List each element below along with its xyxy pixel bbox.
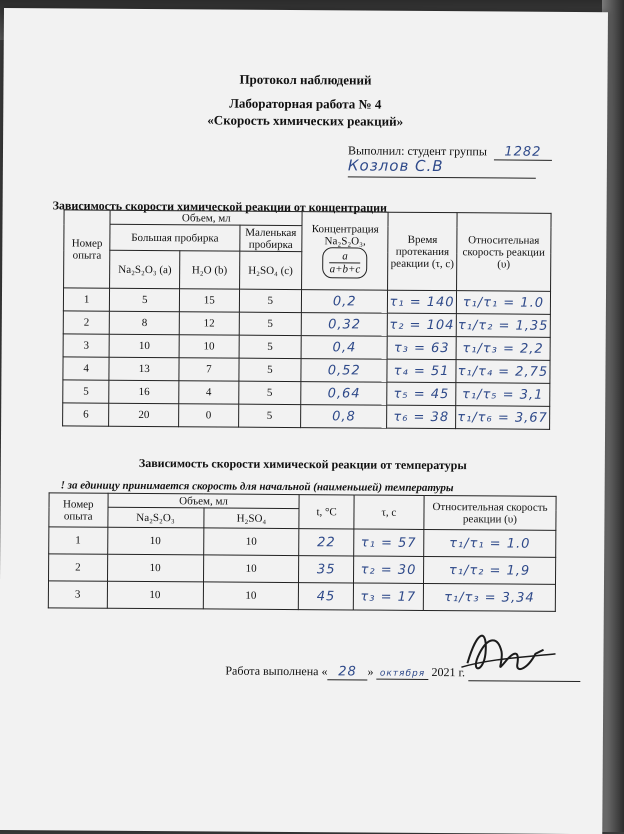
cell-rel: τ₁/τ₂ = 1,35 [456, 314, 550, 338]
cell-na: 5 [110, 288, 180, 311]
cell-time: τ₁ = 140 [388, 290, 457, 313]
col-conc-header [302, 212, 389, 291]
temperature-table [48, 492, 557, 612]
signature-icon [457, 623, 557, 684]
paper-sheet [0, 8, 608, 834]
cell-h2o: 4 [179, 381, 239, 404]
cell-na: 10 [107, 554, 203, 582]
cell-conc: 0,52 [301, 359, 387, 383]
cell-na: 13 [109, 357, 179, 380]
cell-h2o: 7 [179, 358, 239, 381]
row-number: 6 [63, 403, 110, 426]
conc-formula [323, 247, 368, 278]
lab-number: Лабораторная работа № 4 [229, 95, 382, 112]
table2-note: ! за единицу принимается скорость для начальной (наименьшей) температуры [60, 479, 454, 495]
row-number: 5 [63, 380, 110, 403]
cell-time: τ₄ = 51 [387, 359, 456, 382]
cell-temperature: 22 [299, 529, 354, 556]
cell-time: τ₃ = 63 [387, 336, 456, 359]
table-row [63, 334, 550, 360]
cell-conc: 0,8 [301, 405, 387, 429]
cell-h2so4: 5 [238, 358, 301, 381]
cell-na: 8 [110, 311, 180, 334]
cell-na: 10 [107, 581, 203, 609]
conc-label: Концентрация Na₂S₂O₃, [311, 223, 379, 248]
h2o-header: H₂O (b) [180, 251, 240, 289]
table1-caption: Зависимость скорости химической реакции от концентрации [52, 198, 388, 215]
cell-na: 20 [109, 403, 179, 426]
table-row [63, 288, 550, 314]
cell-h2so4: 10 [203, 555, 299, 583]
col-volume-header: Объем, мл [108, 493, 300, 508]
student-name-line [348, 156, 536, 178]
completion-year: 2021 г. [431, 665, 466, 680]
conc-formula-den: a+b+c [329, 263, 361, 276]
cell-h2so4: 5 [239, 335, 302, 358]
lab-topic: «Скорость химических реакций» [207, 112, 404, 129]
cell-time: τ₁ = 57 [354, 529, 424, 556]
cell-rel: τ₁/τ₃ = 3,34 [423, 583, 555, 611]
cell-conc: 0,2 [302, 290, 388, 314]
col-rel-header: Относительная скорость реакции (υ) [456, 213, 551, 292]
cell-time: τ₅ = 45 [387, 382, 456, 405]
table-row [63, 357, 550, 383]
na-header: Na₂S₂O₃ [107, 507, 203, 528]
row-number: 3 [63, 334, 110, 357]
cell-h2so4: 5 [238, 381, 301, 404]
row-number: 4 [63, 357, 110, 380]
completion-prefix: Работа выполнена « [225, 663, 328, 679]
cell-rel: τ₁/τ₁ = 1.0 [456, 291, 550, 315]
col-num-header: Номер опыта [64, 210, 111, 288]
h2so4-header: H₂SO₄ [203, 508, 299, 529]
cell-rel: τ₁/τ₃ = 2,2 [456, 337, 550, 361]
cell-na: 10 [107, 527, 203, 555]
cell-rel: τ₁/τ₁ = 1.0 [424, 529, 556, 557]
performed-by-label: Выполнил: студент группы [347, 143, 487, 159]
cell-h2o: 12 [179, 312, 239, 335]
cell-h2so4: 5 [239, 289, 302, 312]
col-tau-header: τ, c [354, 495, 424, 529]
col-time-header: Время протекания реакции (τ, c) [388, 212, 457, 290]
cell-na: 16 [109, 380, 179, 403]
completion-mid: » [367, 664, 374, 679]
cell-rel: τ₁/τ₂ = 1,9 [423, 556, 555, 584]
cell-rel: τ₁/τ₄ = 2,75 [456, 360, 550, 384]
cell-temperature: 45 [299, 583, 354, 610]
group-number: 1282 [494, 144, 552, 160]
cell-h2o: 10 [179, 335, 239, 358]
row-number: 1 [49, 527, 108, 554]
cell-time: τ₆ = 38 [387, 405, 456, 428]
cell-h2so4: 5 [239, 312, 302, 335]
col-t-header: t, °C [299, 495, 354, 529]
col-num-header: Номер опыта [49, 493, 108, 527]
na-header: Na₂S₂O₃ (a) [110, 250, 180, 288]
h2so4-header: H₂SO₄ (c) [239, 251, 302, 289]
table-row [63, 380, 550, 406]
cell-h2so4: 10 [203, 582, 299, 610]
cell-h2o: 15 [180, 289, 240, 312]
table-row [63, 311, 550, 337]
cell-rel: τ₁/τ₆ = 3,67 [455, 406, 549, 430]
cell-time: τ₃ = 17 [353, 583, 423, 610]
row-number: 3 [48, 581, 107, 608]
col-rel-header: Относительная скорость реакции (υ) [424, 495, 556, 530]
completion-day: 28 [327, 664, 367, 680]
concentration-table [62, 209, 552, 429]
document-title: Протокол наблюдений [239, 71, 372, 88]
row-number: 2 [49, 554, 108, 581]
table2-caption: Зависимость скорости химической реакции от температуры [138, 455, 467, 473]
cell-temperature: 35 [299, 556, 354, 583]
table-row [48, 581, 555, 612]
cell-time: τ₂ = 30 [353, 556, 423, 583]
cell-conc: 0,64 [301, 382, 387, 406]
student-name: Козлов С.В [347, 156, 444, 176]
cell-conc: 0,4 [301, 336, 387, 360]
big-tube-header: Большая пробирка [110, 224, 239, 251]
cell-na: 10 [109, 334, 179, 357]
table-row [49, 527, 556, 558]
col-volume-header: Объем, мл [110, 210, 302, 225]
cell-h2o: 0 [179, 404, 239, 427]
cell-h2so4: 5 [238, 404, 301, 427]
cell-time: τ₂ = 104 [388, 313, 457, 336]
conc-formula-num: a [330, 250, 361, 263]
small-tube-header: Маленькая пробирка [239, 225, 302, 251]
row-number: 1 [63, 288, 110, 311]
cell-conc: 0,32 [301, 313, 387, 337]
row-number: 2 [63, 311, 110, 334]
cell-rel: τ₁/τ₅ = 3,1 [456, 383, 550, 407]
table-row [49, 554, 556, 585]
cell-h2so4: 10 [203, 528, 299, 556]
completion-month: октября [376, 669, 428, 680]
table-row [63, 403, 550, 429]
